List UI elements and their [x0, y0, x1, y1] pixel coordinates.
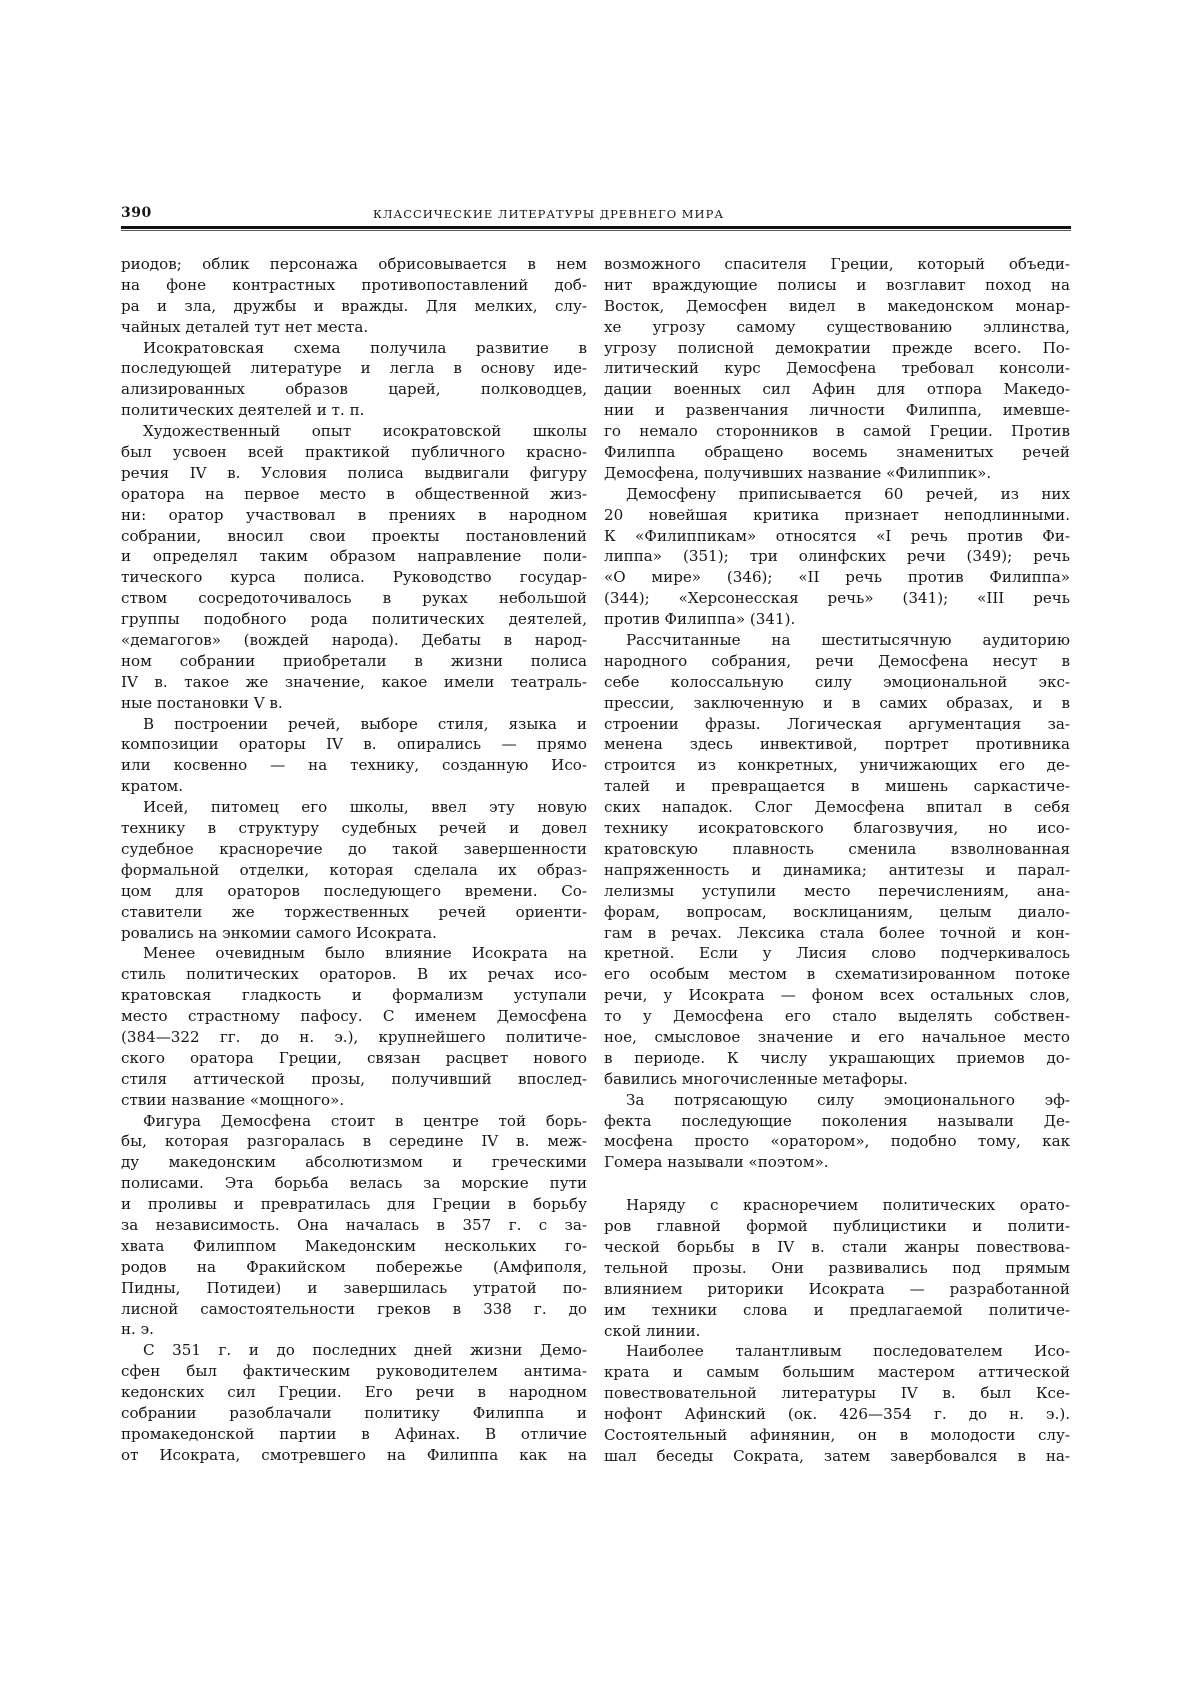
text-line: собрании, вносил свои проекты постановлений: [121, 526, 587, 545]
text-line: речия IV в. Условия полиса выдвигали фигуру: [121, 463, 587, 482]
text-line: (384—322 гг. до н. э.), крупнейшего политиче-: [121, 1027, 587, 1046]
text-line: талей и превращается в мишень саркастиче-: [604, 777, 1070, 796]
text-line: кратовскую плавность сменила взволнованная: [604, 839, 1070, 858]
page-number: 390: [121, 205, 152, 221]
text-line: кратовская гладкость и формализм уступали: [121, 986, 587, 1005]
text-line: н. э.: [121, 1320, 154, 1339]
text-line: липпа» (351); три олинфских речи (349); речь: [604, 547, 1070, 566]
text-line: от Исократа, смотревшего на Филиппа как на: [121, 1445, 587, 1464]
text-line: ставители же торжественных речей ориенти-: [121, 902, 587, 921]
text-line: хвата Филиппом Македонским нескольких го-: [121, 1236, 587, 1255]
text-line: в периоде. К числу украшающих приемов до-: [604, 1048, 1070, 1067]
text-line: лелизмы уступили место перечислениям, ана-: [604, 881, 1070, 900]
right-column: [604, 254, 1070, 1467]
paragraph-start-line: С 351 г. и до последних дней жизни Демо-: [143, 1341, 587, 1360]
paragraph-start-line: Рассчитанные на шеститысячную аудиторию: [626, 631, 1070, 650]
text-line: бы, которая разгоралась в середине IV в. меж-: [121, 1132, 587, 1151]
text-line: Состоятельный афинянин, он в молодости слу-: [604, 1425, 1070, 1444]
text-line: чайных деталей тут нет места.: [121, 317, 369, 336]
text-line: ра и зла, дружбы и вражды. Для мелких, слу-: [121, 296, 587, 315]
text-line: ством сосредоточивалось в руках небольшой: [121, 589, 587, 608]
text-line: кретной. Если у Лисия слово подчеркивалось: [604, 944, 1070, 963]
text-line: (344); «Херсонесская речь» (341); «III речь: [604, 589, 1070, 608]
text-line: технику в структуру судебных речей и довел: [121, 819, 587, 838]
paragraph-start-line: Наиболее талантливым последователем Исо-: [626, 1342, 1070, 1361]
text-line: нии и развенчания личности Филиппа, имевше-: [604, 401, 1070, 420]
text-line: его особым местом в схематизированном потоке: [604, 965, 1070, 984]
text-line: ном собрании приобретали в жизни полиса: [121, 651, 587, 670]
text-line: стиль политических ораторов. В их речах исо-: [121, 965, 587, 984]
text-line: нофонт Афинский (ок. 426—354 г. до н. э.).: [604, 1405, 1070, 1424]
text-line: технику исократовского благозвучия, но исо-: [604, 819, 1070, 838]
text-line: и проливы и превратилась для Греции в борьбу: [121, 1195, 587, 1214]
page-header: [121, 205, 1071, 225]
text-line: тического курса полиса. Руководство государ-: [121, 568, 587, 587]
text-line: место страстному пафосу. С именем Демосфена: [121, 1007, 587, 1026]
text-line: кратом.: [121, 777, 184, 796]
text-line: бавились многочисленные метафоры.: [604, 1069, 908, 1088]
paragraph-start-line: Исократовская схема получила развитие в: [143, 338, 587, 357]
text-line: ских нападок. Слог Демосфена впитал в себя: [604, 798, 1070, 817]
text-line: ческой борьбы в IV в. стали жанры повествова-: [604, 1237, 1070, 1256]
text-line: гам в речах. Лексика стала более точной и кон-: [604, 923, 1070, 942]
paragraph-start-line: За потрясающую силу эмоционального эф-: [626, 1090, 1070, 1109]
paragraph-start-line: Фигура Демосфена стоит в центре той борь-: [143, 1111, 587, 1130]
text-line: цом для ораторов последующего времени. Со-: [121, 881, 587, 900]
text-line: полисами. Эта борьба велась за морские пути: [121, 1174, 587, 1193]
text-line: форам, вопросам, восклицаниям, целым диало-: [604, 902, 1070, 921]
text-line: нит враждующие полисы и возглавит поход на: [604, 275, 1070, 294]
text-line: судебное красноречие до такой завершенности: [121, 839, 587, 858]
text-line: мосфена просто «оратором», подобно тому, как: [604, 1132, 1070, 1151]
text-line: собрании разоблачали политику Филиппа и: [121, 1403, 587, 1422]
text-line: им техники слова и предлагаемой политиче-: [604, 1300, 1070, 1319]
paragraph-start-line: Исей, питомец его школы, ввел эту новую: [143, 798, 587, 817]
text-line: за независимость. Она началась в 357 г. с за-: [121, 1215, 587, 1234]
text-line: ду македонским абсолютизмом и греческими: [121, 1153, 587, 1172]
text-line: «демагогов» (вождей народа). Дебаты в народ-: [121, 631, 587, 650]
text-line: тельной прозы. Они развивались под прямым: [604, 1258, 1070, 1277]
text-line: прессии, заключенную и в самих образах, и в: [604, 693, 1070, 712]
paragraph-start-line: Художественный опыт исократовской школы: [143, 422, 587, 441]
text-line: лисной самостоятельности греков в 338 г. до: [121, 1299, 587, 1318]
text-line: кедонских сил Греции. Его речи в народном: [121, 1383, 587, 1402]
text-line: ской линии.: [604, 1321, 701, 1340]
text-line: фекта последующие поколения называли Де-: [604, 1111, 1070, 1130]
text-line: оратора на первое место в общественной жиз-: [121, 484, 587, 503]
text-line: стиля аттической прозы, получивший впослед-: [121, 1069, 587, 1088]
paragraph-start-line: Наряду с красноречием политических орато-: [626, 1196, 1070, 1215]
text-line: ное, смысловое значение и его начальное место: [604, 1027, 1070, 1046]
text-line: против Филиппа» (341).: [604, 610, 796, 629]
left-column: [121, 254, 587, 1466]
text-line: ализированных образов царей, полководцев,: [121, 380, 587, 399]
text-line: влиянием риторики Исократа — разработанной: [604, 1279, 1070, 1298]
text-line: сфен был фактическим руководителем антима-: [121, 1362, 587, 1381]
text-line: строении фразы. Логическая аргументация за-: [604, 714, 1070, 733]
text-line: напряженность и динамика; антитезы и парал-: [604, 860, 1070, 879]
text-line: ни: оратор участвовал в прениях в народном: [121, 505, 587, 524]
text-line: Гомера называли «поэтом».: [604, 1153, 829, 1172]
text-line: то у Демосфена его стало выделять собствен-: [604, 1007, 1070, 1026]
text-line: формальной отделки, которая сделала их образ-: [121, 860, 587, 879]
text-line: «О мире» (346); «II речь против Филиппа»: [604, 568, 1070, 587]
text-line: Демосфена, получивших название «Филиппик».: [604, 463, 992, 482]
text-line: речи, у Исократа — фоном всех остальных слов,: [604, 986, 1070, 1005]
text-line: Филиппа обращено восемь знаменитых речей: [604, 443, 1070, 462]
text-line: ров главной формой публицистики и полити-: [604, 1217, 1070, 1236]
text-line: народного собрания, речи Демосфена несут в: [604, 651, 1070, 670]
paragraph-start-line: Менее очевидным было влияние Исократа на: [143, 944, 587, 963]
paragraph-start-line: Демосфену приписывается 60 речей, из них: [626, 484, 1070, 503]
text-line: и определял таким образом направление поли-: [121, 547, 587, 566]
text-line: менена здесь инвективой, портрет противника: [604, 735, 1070, 754]
text-line: 20 новейшая критика признает неподлинными.: [604, 505, 1070, 524]
text-line: политических деятелей и т. п.: [121, 401, 365, 420]
text-line: угрозу полисной демократии прежде всего. По-: [604, 338, 1070, 357]
text-line: повествовательной литературы IV в. был Ксе-: [604, 1384, 1070, 1403]
text-line: ровались на энкомии самого Исократа.: [121, 923, 437, 942]
text-line: промакедонской партии в Афинах. В отличие: [121, 1424, 587, 1443]
text-line: себе колоссальную силу эмоциональной экс-: [604, 672, 1070, 691]
text-line: строится из конкретных, уничижающих его де-: [604, 756, 1070, 775]
text-line: К «Филиппикам» относятся «I речь против Фи-: [604, 526, 1070, 545]
text-line: литический курс Демосфена требовал консоли-: [604, 359, 1070, 378]
header-rule: [121, 226, 1071, 229]
paragraph-start-line: В построении речей, выборе стиля, языка и: [143, 714, 587, 733]
text-line: возможного спасителя Греции, который объеди-: [604, 255, 1070, 273]
text-line: последующей литературе и легла в основу иде-: [121, 359, 587, 378]
text-line: ные постановки V в.: [121, 693, 283, 712]
text-line: шал беседы Сократа, затем завербовался в на-: [604, 1446, 1070, 1465]
text-line: группы подобного рода политических деятелей,: [121, 610, 587, 629]
text-line: ствии название «мощного».: [121, 1090, 345, 1109]
running-title: КЛАССИЧЕСКИЕ ЛИТЕРАТУРЫ ДРЕВНЕГО МИРА: [373, 207, 725, 221]
text-line: родов на Фракийском побережье (Амфиполя,: [121, 1257, 587, 1276]
text-line: или косвенно — на технику, созданную Исо-: [121, 756, 587, 775]
text-line: IV в. такое же значение, какое имели театраль-: [121, 672, 587, 691]
text-line: Восток, Демосфен видел в македонском монар-: [604, 296, 1070, 315]
text-line: на фоне контрастных противопоставлений доб-: [121, 275, 587, 294]
text-line: был усвоен всей практикой публичного красно-: [121, 443, 587, 462]
section-gap: [604, 1173, 1070, 1195]
text-line: крата и самым большим мастером аттической: [604, 1363, 1070, 1382]
text-line: риодов; облик персонажа обрисовывается в нем: [121, 255, 587, 273]
text-line: Пидны, Потидеи) и завершилась утратой по-: [121, 1278, 587, 1297]
text-line: композиции ораторы IV в. опирались — прямо: [121, 735, 587, 754]
text-line: ского оратора Греции, связан расцвет нового: [121, 1048, 587, 1067]
header-rule-thin: [121, 230, 1071, 231]
text-line: дации военных сил Афин для отпора Македо-: [604, 380, 1070, 399]
text-line: хе угрозу самому существованию эллинства,: [604, 317, 1070, 336]
text-line: го немало сторонников в самой Греции. Против: [604, 422, 1070, 441]
